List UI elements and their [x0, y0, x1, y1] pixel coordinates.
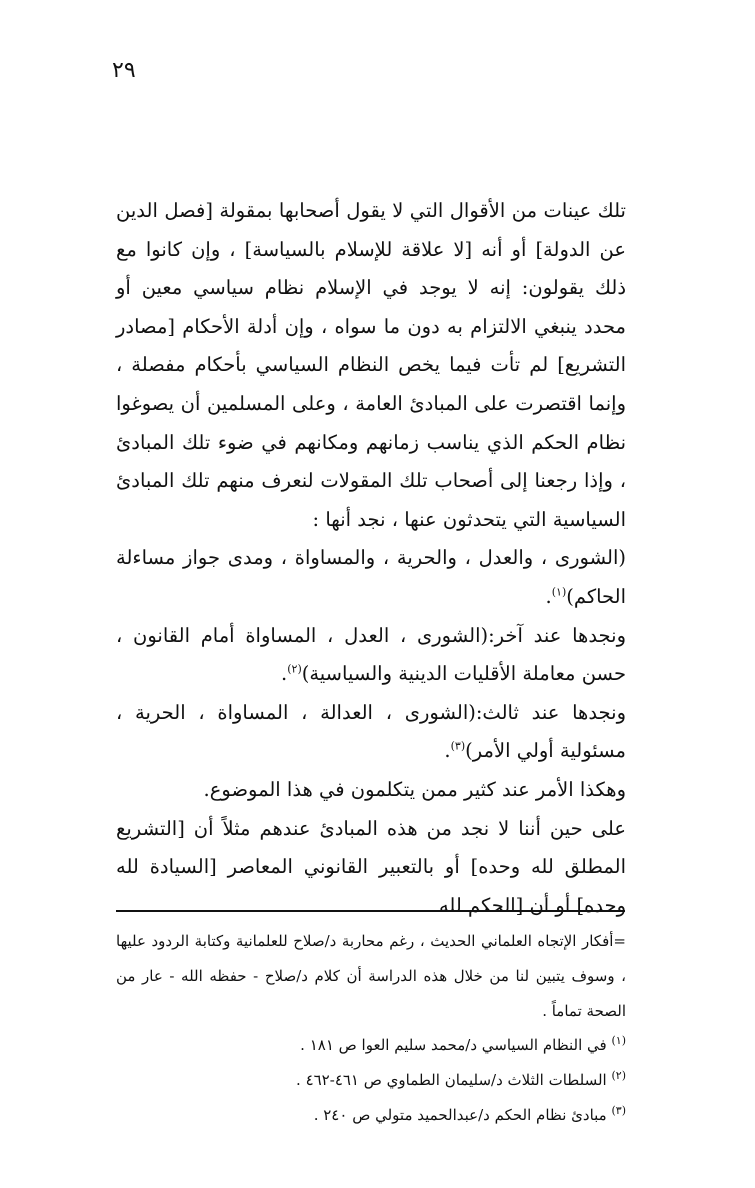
footnotes: [116, 924, 626, 1133]
body-text: [116, 192, 626, 925]
footnote-ref-1: (١): [551, 585, 567, 599]
quote-3-text: ونجدها عند ثالث:(الشورى ، العدالة ، المساواة ، الحرية ، مسئولية أولي الأمر): [116, 700, 626, 763]
paragraph-summary: وهكذا الأمر عند كثير ممن يتكلمون في هذا الموضوع.: [203, 777, 626, 801]
quote-1-text: (الشورى ، والعدل ، والحرية ، والمساواة ، ومدى جواز مساءلة الحاكم): [116, 546, 626, 608]
footnote-3: [116, 1098, 626, 1133]
footnote-divider: [116, 910, 625, 912]
paragraph-quote-3: ونجدها عند ثالث:(الشورى ، العدالة ، المساواة ، الحرية ، مسئولية أولي الأمر)$^{(٣)}$.: [116, 700, 626, 763]
footnote-2-text: السلطات الثلاث د/سليمان الطماوي ص ٤٦١-٤٦٢ .: [296, 1071, 607, 1090]
footnote-1-text: في النظام السياسي د/محمد سليم العوا ص ١٨١ .: [300, 1036, 607, 1055]
footnote-1: [116, 1028, 626, 1063]
footnote-mark-3: (٣): [611, 1103, 626, 1117]
footnote-continuation: =أفكار الإتجاه العلماني الحديث ، رغم محاربة د/صلاح للعلمانية وكتابة الردود عليها ، وسوف يتبين لنا من خلال هذه الدراسة أن كلام د/صلاح - حفظه الله - عار من الصحة تماماً .: [116, 932, 626, 1020]
footnote-mark-2: (٢): [611, 1069, 626, 1083]
paragraph-contrast: على حين أننا لا نجد من هذه المبادئ عندهم مثلاً أن [التشريع المطلق لله وحده] أو بالتعبير القانوني المعاصر [السيادة لله وحده] أو أن [الحكم لله: [116, 816, 626, 917]
paragraph-intro: تلك عينات من الأقوال التي لا يقول أصحابها بمقولة [فصل الدين عن الدولة] أو أنه [لا علاقة للإسلام بالسياسة] ، وإن كانوا مع ذلك يقولون: إنه لا يوجد في الإسلام نظام سياسي معين أو محدد ينبغي الالتزام به دون ما سواه ، وإن أدلة الأحكام [مصادر التشريع] لم تأت فيما يخص النظام السياسي بأحكام مفصلة ، وإنما اقتصرت على المبادئ العامة ، وعلى المسلمين أن يصوغوا نظام الحكم الذي يناسب زمانهم ومكانهم في ضوء تلك المبادئ ، وإذا رجعنا إلى أصحاب تلك المقولات لنعرف منهم تلك المبادئ السياسية التي يتحدثون عنها ، نجد أنها :: [116, 199, 626, 531]
paragraph-quote-1: (الشورى ، والعدل ، والحرية ، والمساواة ، ومدى جواز مساءلة الحاكم)$^{(١)}$.: [116, 546, 626, 608]
footnote-ref-2: (٢): [287, 662, 302, 676]
quote-2-text: ونجدها عند آخر:(الشورى ، العدل ، المساواة أمام القانون ، حسن معاملة الأقليات الدينية والسياسية): [116, 623, 626, 686]
document-page: ٢٩ تلك عينات من الأقوال التي لا يقول أصحابها بمقولة [فصل الدين عن الدولة] أو أنه [لا علاقة للإسلام بالسياسة] ، وإن كانوا مع ذلك يقولون: إنه لا يوجد في الإسلام نظام سياسي معين أو محدد ينبغي الالتزام به دون ما سواه ، وإن أدلة الأحكام [مصادر التشريع] لم تأت فيما يخص النظام السياسي بأحكام مفصلة ، وإنما اقتصرت على المبادئ العامة ، وعلى المسلمين أن يصوغوا نظام الحكم الذي يناسب زمانهم ومكانهم في ضوء تلك المبادئ ، وإذا رجعنا إلى أصحاب تلك المقولات لنعرف منهم تلك المبادئ السياسية التي يتحدثون عنها ، نجد أنها : (الشورى ، والعدل ، والحرية ، والمساواة ، ومدى جواز مساءلة الحاكم)$^{(١)}$. ونجدها عند آخر:(الشورى ، العدل ، المساواة أمام القانون ، حسن معاملة الأقليات الدينية والسياسية)$^{(٢)}$. ونجدها عند ثالث:(الشورى ، العدالة ، المساواة ، الحرية ، مسئولية أولي الأمر)$^{(٣)}$. وهكذا الأمر عند كثير ممن يتكلمون في هذا الموضوع. على حين أننا لا نجد من هذه المبادئ عندهم مثلاً أن [التشريع المطلق لله وحده] أو بالتعبير القانوني المعاصر [السيادة لله وحده] أو أن [الحكم لله =أفكار الإتجاه العلماني الحديث ، رغم محاربة د/صلاح للعلمانية وكتابة الردود عليها ، وسوف يتبين لنا من خلال هذه الدراسة أن كلام د/صلاح - حفظه الله - عار من الصحة تماماً . $^{(١)}$ في النظام السياسي د/محمد سليم العوا ص ١٨١ . $^{(٢)}$ السلطات الثلاث د/سليمان الطماوي ص ٤٦١-٤٦٢ . $^{(٣)}$ مبادئ نظام الحكم د/عبدالحميد متولي ص ٢٤٠ .: [0, 0, 755, 1188]
footnote-3-text: مبادئ نظام الحكم د/عبدالحميد متولي ص ٢٤٠ .: [313, 1105, 607, 1124]
paragraph-quote-2: ونجدها عند آخر:(الشورى ، العدل ، المساواة أمام القانون ، حسن معاملة الأقليات الدينية والسياسية)$^{(٢)}$.: [116, 623, 626, 686]
footnote-ref-3: (٣): [450, 739, 466, 753]
footnote-mark-1: (١): [611, 1034, 626, 1048]
footnote-2: [116, 1063, 626, 1098]
